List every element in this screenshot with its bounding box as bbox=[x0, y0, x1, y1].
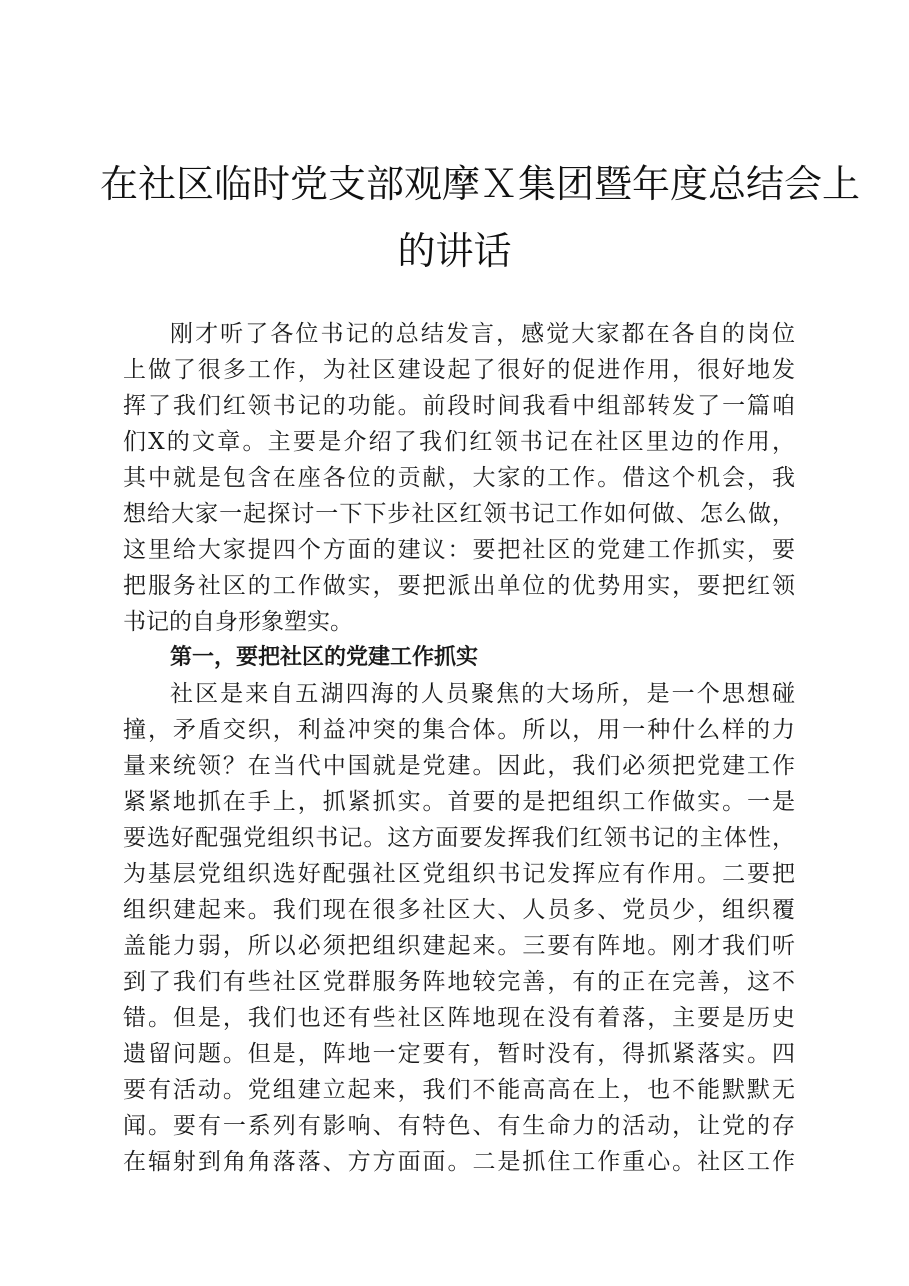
paragraph-2-line-13: 闻。要有一系列有影响、有特色、有生命力的活动，让党的存 bbox=[123, 1113, 795, 1139]
paragraph-2-line-10: 错。但是，我们也还有些社区阵地现在没有着落，主要是历史 bbox=[123, 1005, 795, 1031]
section-heading-1: 第一，要把社区的党建工作抓实 bbox=[170, 645, 479, 670]
paragraph-2-line-4: 紧紧地抓在手上，抓紧抓实。首要的是把组织工作做实。一是 bbox=[123, 789, 795, 815]
paragraph-1-line-2: 上做了很多工作，为社区建设起了很好的促进作用，很好地发 bbox=[123, 357, 795, 383]
paragraph-2-line-7: 组织建起来。我们现在很多社区大、人员多、党员少，组织覆 bbox=[123, 897, 795, 923]
paragraph-2-line-11: 遗留问题。但是，阵地一定要有，暂时没有，得抓紧落实。四 bbox=[123, 1041, 795, 1067]
paragraph-2-line-1: 社区是来自五湖四海的人员聚焦的大场所，是一个思想碰 bbox=[170, 681, 795, 707]
paragraph-1-line-9: 书记的自身形象塑实。 bbox=[123, 609, 353, 635]
paragraph-2-line-12: 要有活动。党组建立起来，我们不能高高在上，也不能默默无 bbox=[123, 1077, 795, 1103]
paragraph-2-line-14: 在辐射到角角落落、方方面面。二是抓住工作重心。社区工作 bbox=[123, 1149, 795, 1175]
document-title-line-1: 在社区临时党支部观摩Ｘ集团暨年度总结会上 bbox=[100, 162, 861, 206]
paragraph-1-line-3: 挥了我们红领书记的功能。前段时间我看中组部转发了一篇咱 bbox=[123, 393, 795, 419]
paragraph-2-line-3: 量来统领？在当代中国就是党建。因此，我们必须把党建工作 bbox=[123, 753, 795, 779]
paragraph-1-line-8: 把服务社区的工作做实，要把派出单位的优势用实，要把红领 bbox=[123, 573, 795, 599]
paragraph-2-line-8: 盖能力弱，所以必须把组织建起来。三要有阵地。刚才我们听 bbox=[123, 933, 795, 959]
paragraph-1-line-4: 们X的文章。主要是介绍了我们红领书记在社区里边的作用， bbox=[123, 429, 795, 455]
paragraph-2-line-9: 到了我们有些社区党群服务阵地较完善，有的正在完善，这不 bbox=[123, 969, 795, 995]
paragraph-2-line-6: 为基层党组织选好配强社区党组织书记发挥应有作用。二要把 bbox=[123, 861, 795, 887]
document-title-line-2: 的讲话 bbox=[397, 229, 512, 273]
paragraph-1-line-7: 这里给大家提四个方面的建议：要把社区的党建工作抓实，要 bbox=[123, 537, 795, 563]
paragraph-2-line-5: 要选好配强党组织书记。这方面要发挥我们红领书记的主体性， bbox=[123, 825, 795, 851]
paragraph-1-line-5: 其中就是包含在座各位的贡献，大家的工作。借这个机会，我 bbox=[123, 465, 795, 491]
paragraph-1-line-6: 想给大家一起探讨一下下步社区红领书记工作如何做、怎么做， bbox=[123, 501, 795, 527]
paragraph-2-line-2: 撞，矛盾交织，利益冲突的集合体。所以，用一种什么样的力 bbox=[123, 717, 795, 743]
paragraph-1-line-1: 刚才听了各位书记的总结发言，感觉大家都在各自的岗位 bbox=[170, 321, 795, 347]
